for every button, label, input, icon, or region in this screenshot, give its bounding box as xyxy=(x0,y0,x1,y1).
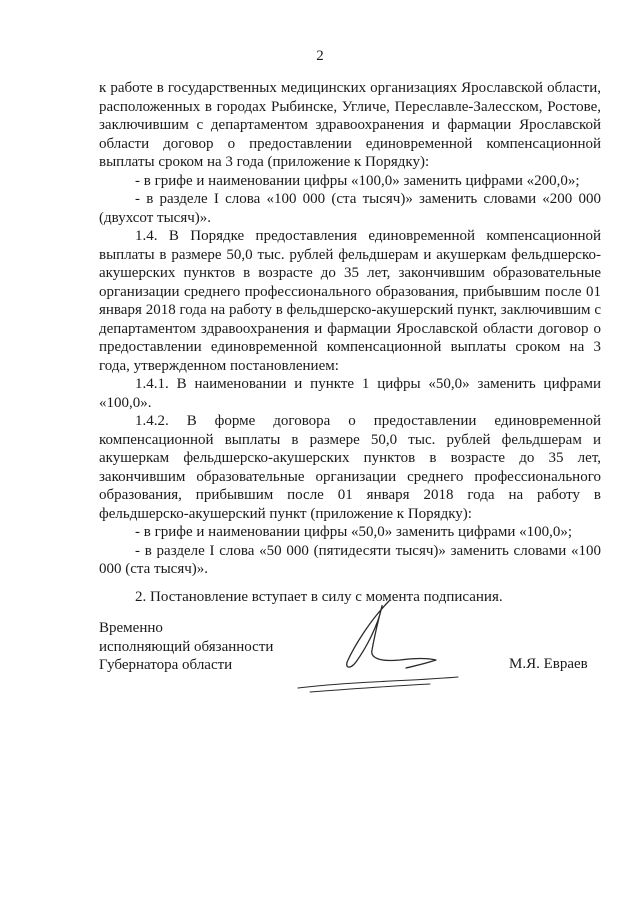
signatory-title-line: Губернатора области xyxy=(99,657,233,673)
paragraph-clause-1-4-1: 1.4.1. В наименовании и пункте 1 цифры «50,0» заменить цифрами «100,0». xyxy=(99,376,601,411)
paragraph-list-item: - в разделе I слова «50 000 (пятидесяти тысяч)» заменить словами «100 000 (ста тысяч)». xyxy=(99,542,601,577)
signatory-title-line: Временно xyxy=(99,620,163,636)
signatory-title-line: исполняющий обязанности xyxy=(99,638,274,655)
handwritten-signature xyxy=(290,598,460,696)
signer-name: М.Я. Евраев xyxy=(509,656,588,672)
signature-underline xyxy=(298,677,458,688)
signature-stroke xyxy=(347,600,436,668)
paragraph-clause-1-4-2: 1.4.2. В форме договора о предоставлении единовременной компенсационной выплаты в размере 50,0 тыс. рублей фельдшерам и акушеркам фельдшерско-акушерских пунктов в возрасте до 35 лет, закончившим образовательные организации среднего профессионального образования, прибывшим после 01 января 2018 года на работу в фельдшерско-акушерский пункт (приложение к Порядку): xyxy=(99,413,601,522)
paragraph-continuation: к работе в государственных медицинских организациях Ярославской области, расположенных в городах Рыбинске, Угличе, Переславле-Залесском, Ростове, заключившим с департаментом здравоохранения и фармации Ярославской области договор о предоставлении единовременной компенсационной выплаты сроком на 3 года (приложение к Порядку): xyxy=(99,80,601,170)
page-number: 2 xyxy=(316,48,324,64)
paragraph-list-item: - в разделе I слова «100 000 (ста тысяч)» заменить словами «200 000 (двухсот тысяч)». xyxy=(99,191,601,226)
paragraph-list-item: - в грифе и наименовании цифры «100,0» заменить цифрами «200,0»; xyxy=(135,172,580,189)
paragraph-clause-1-4: 1.4. В Порядке предоставления единовременной компенсационной выплаты в размере 50,0 тыс. рублей фельдшерам и акушеркам фельдшерско-акушерских пунктов в возрасте до 35 лет, закончившим образовательные организации среднего профессионального образования, прибывшим после 01 января 2018 года на работу в фельдшерско-акушерский пункт, заключившим с департаментом здравоохранения и фармации Ярославской области договор о предоставлении единовременной компенсационной выплаты сроком на 3 года, утвержденном постановлением: xyxy=(99,228,601,374)
paragraph-clause-2: 2. Постановление вступает в силу с момента подписания. xyxy=(135,588,503,605)
paragraph-list-item: - в грифе и наименовании цифры «50,0» заменить цифрами «100,0»; xyxy=(135,524,573,540)
document-body xyxy=(99,79,601,606)
